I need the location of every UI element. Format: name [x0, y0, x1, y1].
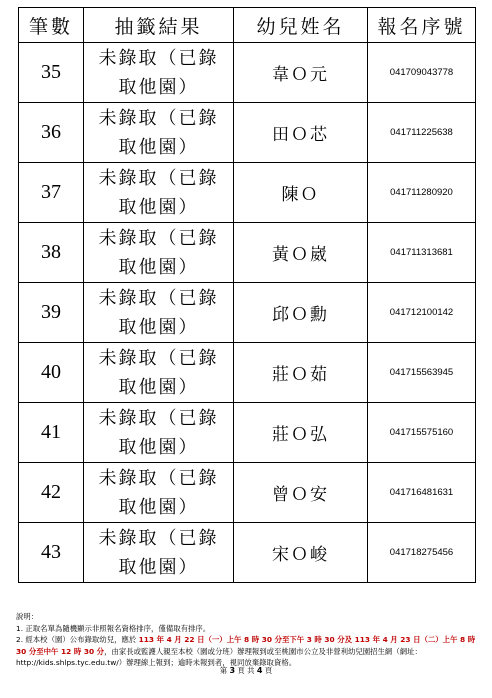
lottery-result-line-2: 取他園） [118, 376, 199, 398]
table-row [19, 343, 476, 403]
lottery-result-line-1: 未錄取（已錄 [98, 287, 219, 309]
lottery-result [84, 103, 234, 163]
application-id: 041711280920 [368, 163, 476, 223]
child-name: 莊Ｏ弘 [234, 403, 368, 463]
table-row [19, 403, 476, 463]
child-name: 莊Ｏ茹 [234, 343, 368, 403]
row-number: 43 [19, 523, 84, 583]
application-id: 041718275456 [368, 523, 476, 583]
table-row [19, 283, 476, 343]
table-row [19, 163, 476, 223]
page-footer [0, 665, 492, 676]
table-header-row [19, 8, 476, 43]
lottery-result-line-2: 取他園） [118, 136, 199, 158]
child-name: 黃Ｏ崴 [234, 223, 368, 283]
child-name: 曾Ｏ安 [234, 463, 368, 523]
lottery-result-line-2: 取他園） [118, 196, 199, 218]
row-number: 38 [19, 223, 84, 283]
note-line-2-end: ，由家長或監護人親至本校（園或分班）辦理報到或至桃園市公立及非營利幼兒園招生網（網址：http://kids.shlps.tyc.edu.tw/）辦理線上報到；逾時未報到者，視同放棄錄取資格。 [16, 646, 422, 668]
lottery-result [84, 223, 234, 283]
row-number: 36 [19, 103, 84, 163]
lottery-result [84, 523, 234, 583]
registration-period: 113 年 4 月 22 日（一）上午 8 時 30 分至下午 3 時 30 分及 113 年 4 月 23 日（二）上午 8 時 30 分至中午 12 時 30 分 [16, 635, 476, 656]
lottery-result-line-1: 未錄取（已錄 [98, 467, 219, 489]
table-body [19, 43, 476, 583]
note-line-1: 1. 正取名單為隨機顯示非照報名資格排序，僅備取有排序。 [16, 623, 211, 633]
header-application-id: 報名序號 [368, 8, 476, 43]
lottery-result-line-2: 取他園） [118, 556, 199, 578]
lottery-result [84, 403, 234, 463]
application-id: 041711225638 [368, 103, 476, 163]
table-row [19, 223, 476, 283]
lottery-result [84, 43, 234, 103]
lottery-result-line-2: 取他園） [118, 76, 199, 98]
child-name: 邱Ｏ勳 [234, 283, 368, 343]
child-name: 田Ｏ芯 [234, 103, 368, 163]
table-row [19, 463, 476, 523]
note-line-2-start: 2. 經本校（園）公布錄取幼兒，應於 [16, 635, 139, 645]
lottery-result-line-1: 未錄取（已錄 [98, 347, 219, 369]
header-child-name: 幼兒姓名 [234, 8, 368, 43]
application-id: 041715563945 [368, 343, 476, 403]
lottery-result-line-2: 取他園） [118, 316, 199, 338]
lottery-result-line-1: 未錄取（已錄 [98, 47, 219, 69]
lottery-result-line-1: 未錄取（已錄 [98, 227, 219, 249]
footer-suffix: 頁 [264, 666, 273, 675]
application-id: 041709043778 [368, 43, 476, 103]
footer-mid: 頁 共 [237, 666, 255, 675]
notes-heading: 說明： [16, 612, 39, 621]
child-name: 韋Ｏ元 [234, 43, 368, 103]
child-name: 陳Ｏ [234, 163, 368, 223]
notes-section [16, 611, 478, 669]
application-id: 041715575160 [368, 403, 476, 463]
row-number: 37 [19, 163, 84, 223]
note-line-2 [16, 634, 478, 669]
table-row [19, 103, 476, 163]
current-page-number: 3 [229, 666, 236, 675]
lottery-result-line-1: 未錄取（已錄 [98, 107, 219, 129]
header-lottery-result: 抽籤結果 [84, 8, 234, 43]
row-number: 42 [19, 463, 84, 523]
table-row [19, 523, 476, 583]
row-number: 41 [19, 403, 84, 463]
application-id: 041711313681 [368, 223, 476, 283]
child-name: 宋Ｏ峻 [234, 523, 368, 583]
admission-results-table [18, 7, 476, 583]
lottery-result-line-2: 取他園） [118, 256, 199, 278]
lottery-result-line-1: 未錄取（已錄 [98, 167, 219, 189]
lottery-result-line-1: 未錄取（已錄 [98, 527, 219, 549]
lottery-result-line-1: 未錄取（已錄 [98, 407, 219, 429]
application-id: 041716481631 [368, 463, 476, 523]
lottery-result-line-2: 取他園） [118, 436, 199, 458]
row-number: 39 [19, 283, 84, 343]
table-row [19, 43, 476, 103]
lottery-result [84, 163, 234, 223]
row-number: 40 [19, 343, 84, 403]
lottery-result [84, 463, 234, 523]
total-page-number: 4 [256, 666, 263, 675]
footer-prefix: 第 [219, 666, 228, 675]
application-id: 041712100142 [368, 283, 476, 343]
header-number: 筆數 [19, 8, 84, 43]
lottery-result-line-2: 取他園） [118, 496, 199, 518]
row-number: 35 [19, 43, 84, 103]
lottery-result [84, 343, 234, 403]
lottery-result [84, 283, 234, 343]
